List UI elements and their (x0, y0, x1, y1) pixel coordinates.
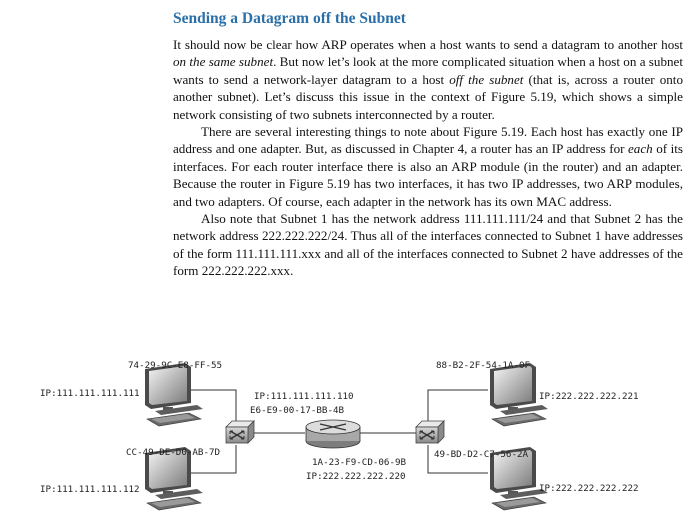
host-tr-mac-label: 88-B2-2F-54-1A-0F (436, 360, 531, 371)
host-tl-ip-label: IP:111.111.111.111 (40, 388, 140, 399)
text-run: Also note that Subnet 1 has the network address 111.111.111/24 and that Subnet 2 has the network address 222.222.222/24. Thus all of the interfaces connected to Subnet 1 have addresses of the form 111.111.111.xxx and all of the interfaces connected to Subnet 2 have addresses of the form 222.222.222.xxx. (173, 211, 683, 279)
host-br-mac-label: 49-BD-D2-C7-56-2A (434, 449, 529, 460)
figure-network-diagram (0, 355, 693, 525)
text-run: There are several interesting things to note about Figure 5.19. Each host has exactly one IP address and one adapter. But, as discussed in Chapter 4, a router has an IP address for (173, 124, 683, 157)
emphasis-text: on the same subnet (173, 54, 274, 70)
paragraph-2 (173, 123, 683, 210)
paragraph-3 (173, 210, 683, 280)
emphasis-text: each (628, 141, 653, 157)
host-tl-mac-label: 74-29-9C-E8-FF-55 (128, 360, 223, 371)
paragraph-1 (173, 36, 683, 123)
emphasis-text: off the subnet (449, 71, 524, 87)
switch-right-icon (416, 421, 444, 443)
router-left-ip-label: IP:111.111.111.110 (254, 391, 354, 402)
body-text (173, 36, 683, 280)
host-bl-mac-label: CC-49-DE-D0-AB-7D (126, 447, 221, 458)
text-run: It should now be clear how ARP operates when a host wants to send a datagram to another host (173, 37, 683, 52)
host-top-left-icon (145, 363, 203, 426)
router-icon (306, 420, 360, 448)
router-left-mac-label: E6-E9-00-17-BB-4B (250, 405, 345, 416)
text-run: . But now let’s look at the more complicated situation when a host on a subnet wants to send a network-layer datagram to a host (173, 54, 683, 87)
text-run: (that is, across a router onto another subnet). Let’s discuss this issue in the context of Figure 5.19, which shows a simple network consisting of two subnets interconnected by a router. (173, 71, 683, 122)
host-tr-ip-label: IP:222.222.222.221 (539, 391, 639, 402)
text-run: of its interfaces. For each router interface there is also an ARP module (in the router) and an adapter. Because the router in Figure 5.19 has two interfaces, it has two IP addresses, two ARP modules, and two adapters. Of course, each adapter in the network has its own MAC address. (173, 141, 683, 209)
section-heading: Sending a Datagram off the Subnet (173, 10, 406, 27)
host-br-ip-label: IP:222.222.222.222 (539, 483, 639, 494)
router-right-mac-label: 1A-23-F9-CD-06-9B (312, 457, 407, 468)
switch-left-icon (226, 421, 254, 443)
host-bl-ip-label: IP:111.111.111.112 (40, 484, 140, 495)
router-right-ip-label: IP:222.222.222.220 (306, 471, 406, 482)
